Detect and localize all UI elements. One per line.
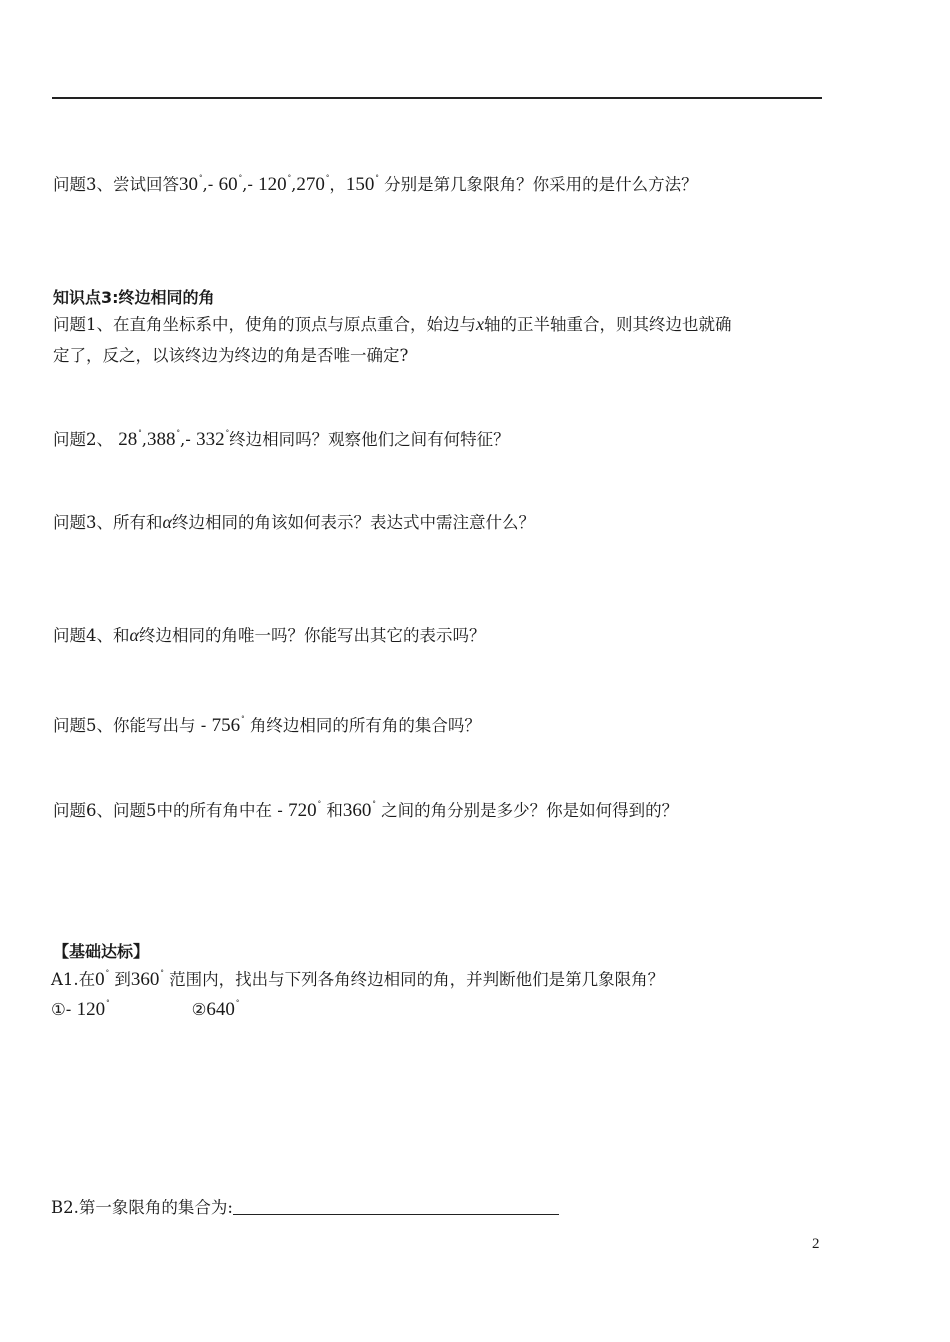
question-3-quadrant: 问题3、尝试回答30°,- 60°,- 120°,270°，150° 分别是第几象限角？你采用的是什么方法？ (53, 174, 698, 195)
basics-title: 【基础达标】 (53, 942, 150, 961)
section-3-question-1-line-2: 定了，反之，以该终边为终边的角是否唯一确定? (53, 346, 409, 365)
exercise-a1: A1.在0° 到360° 范围内，找出与下列各角终边相同的角，并判断他们是第几象限角？ (51, 969, 665, 990)
exercise-b2: B2.第一象限角的集合为: (51, 1200, 559, 1217)
section-3-question-4: 问题4、和α终边相同的角唯一吗？你能写出其它的表示吗？ (53, 625, 486, 645)
answer-blank[interactable] (233, 1200, 559, 1215)
section-3-question-5: 问题5、你能写出与 - 756° 角终边相同的所有角的集合吗？ (53, 715, 481, 736)
degree-sign: ° (199, 174, 203, 182)
section-3-question-1-line-1: 问题1、在直角坐标系中，使角的顶点与原点重合，始边与x轴的正半轴重合，则其终边也就确 (53, 314, 732, 334)
exercise-a1-items: ①- 120° ②640° (51, 999, 240, 1020)
header-rule (52, 97, 822, 99)
section-3-question-2: 问题2、 28°,388°,- 332°终边相同吗？观察他们之间有何特征？ (53, 429, 510, 450)
section-3-question-6: 问题6、问题5中的所有角中在 - 720° 和360° 之间的角分别是多少？你是如何得到的？ (53, 800, 679, 821)
page-number: 2 (812, 1236, 820, 1252)
section-3-title: 知识点3:终边相同的角 (53, 288, 215, 307)
section-3-question-3: 问题3、所有和α终边相同的角该如何表示？表达式中需注意什么？ (53, 512, 535, 532)
